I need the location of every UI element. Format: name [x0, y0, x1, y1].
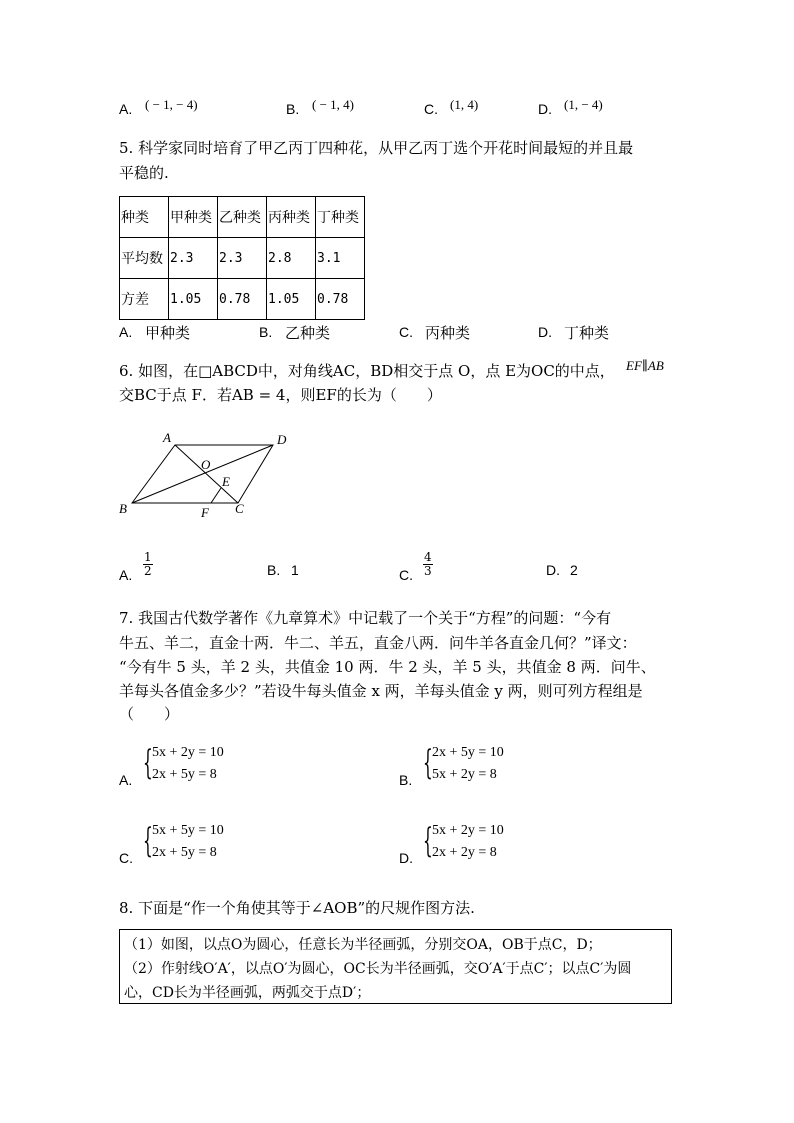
q5-table	[119, 196, 365, 320]
q6-option-b-letter: B.	[267, 562, 281, 578]
q6-option-a-fraction	[143, 551, 153, 578]
label-e: E	[222, 474, 230, 489]
table-header-cell: 乙种类	[218, 197, 267, 238]
parallelogram-figure	[115, 425, 300, 520]
label-b: B	[119, 501, 127, 516]
table-cell: 2.3	[169, 238, 218, 279]
q7-stem-line2: 牛五、羊二，直金十两．牛二、羊五，直金八两．问牛羊各直金几何？”译文：	[119, 634, 637, 652]
q5-option-b-letter: B.	[259, 324, 273, 340]
table-cell: 2.8	[267, 238, 316, 279]
fraction-numerator: 1	[144, 550, 152, 564]
table-cell: 2.3	[218, 238, 267, 279]
table-header-cell: 丙种类	[267, 197, 316, 238]
q4-option-c-value: (1, 4)	[450, 97, 479, 112]
q4-option-d-letter: D.	[538, 101, 552, 117]
q5-option-d-value: 丁种类	[564, 324, 610, 342]
q6-option-a-letter: A.	[119, 567, 133, 583]
table-row	[120, 279, 365, 320]
q5-option-d-letter: D.	[538, 324, 552, 340]
q5-stem-line1: 5. 科学家同时培育了甲乙丙丁四种花，从甲乙丙丁选个开花时间最短的并且最	[119, 139, 634, 157]
table-row	[120, 238, 365, 279]
q5-stem-line2: 平稳的.	[119, 164, 169, 182]
q8-step2: （2）作射线O′A′，以点O′为圆心，OC长为半径画弧，交O′A′于点C′；以点C′为圆	[124, 961, 632, 977]
q7-option-b-eq2: 5x + 2y = 8	[432, 767, 497, 782]
q7-option-b-eq1: 2x + 5y = 10	[432, 745, 504, 760]
q5-option-a-value: 甲种类	[145, 324, 191, 342]
q5-option-a-letter: A.	[119, 324, 133, 340]
table-header-cell: 种类	[120, 197, 169, 238]
q7-option-d-eq1: 5x + 2y = 10	[432, 823, 504, 838]
q7-stem-line5: （ ）	[119, 705, 180, 723]
left-brace-icon: {	[422, 743, 433, 783]
q7-option-c-eq2: 2x + 5y = 8	[152, 845, 217, 860]
fraction-denominator: 2	[144, 564, 152, 578]
left-brace-icon: {	[142, 743, 153, 783]
q8-step1: （1）如图，以点O为圆心，任意长为半径画弧，分别交OA，OB于点C，D；	[124, 937, 602, 953]
q8-stem: 8. 下面是“作一个角使其等于∠AOB”的尺规作图方法.	[119, 899, 475, 917]
q6-stem-line1-tail: EF∥AB	[626, 358, 664, 373]
q5-option-c-letter: C.	[399, 324, 413, 340]
q6-option-c-fraction	[423, 551, 433, 578]
q8-steps-box	[119, 929, 672, 1004]
q7-option-a-eq2: 2x + 5y = 8	[152, 767, 217, 782]
q6-stem-line1: 6. 如图，在□ABCD中，对角线AC，BD相交于点 O，点 E为OC的中点，	[119, 362, 615, 380]
left-brace-icon: {	[422, 821, 433, 861]
q6-option-b-value: 1	[291, 562, 299, 578]
table-cell: 1.05	[267, 279, 316, 320]
q7-option-a-eq1: 5x + 2y = 10	[152, 745, 224, 760]
table-cell: 方差	[120, 279, 169, 320]
q6-option-d-value: 2	[570, 562, 578, 578]
q6-option-d-letter: D.	[546, 562, 560, 578]
label-d: D	[277, 432, 287, 447]
q4-option-b-value: ( − 1, 4)	[312, 97, 354, 112]
q7-stem-line3: “今有牛 5 头，羊 2 头，共值金 10 两．牛 2 头，羊 5 头，共值金 8 两．问牛、	[119, 658, 656, 676]
table-cell: 1.05	[169, 279, 218, 320]
q7-stem-line1: 7. 我国古代数学著作《九章算术》中记载了一个关于“方程”的问题：“今有	[119, 609, 612, 627]
table-cell: 0.78	[316, 279, 365, 320]
q7-option-c-eq1: 5x + 5y = 10	[152, 823, 224, 838]
q6-option-c-letter: C.	[399, 567, 413, 583]
q4-option-c-letter: C.	[424, 101, 438, 117]
q8-step2-cont: 心，CD长为半径画弧，两弧交于点D′；	[124, 985, 371, 1001]
q4-option-a-value: ( − 1, − 4)	[145, 97, 198, 112]
table-cell: 0.78	[218, 279, 267, 320]
q4-option-b-letter: B.	[286, 101, 300, 117]
table-header-cell: 甲种类	[169, 197, 218, 238]
table-cell: 3.1	[316, 238, 365, 279]
fraction-denominator: 3	[424, 564, 432, 578]
table-header-row	[120, 197, 365, 238]
q5-option-b-value: 乙种类	[285, 324, 331, 342]
q6-stem-line2: 交BC于点 F．若AB = 4，则EF的长为（ ）	[119, 386, 442, 404]
fraction-numerator: 4	[424, 550, 432, 564]
table-header-cell: 丁种类	[316, 197, 365, 238]
label-a: A	[163, 430, 171, 445]
table-cell: 平均数	[120, 238, 169, 279]
segment-ef	[211, 488, 221, 503]
label-f: F	[201, 505, 209, 520]
q4-option-d-value: (1, − 4)	[564, 97, 603, 112]
q4-option-a-letter: A.	[119, 101, 133, 117]
q7-stem-line4: 羊每头各值金多少？”若设牛每头值金 x 两，羊每头值金 y 两，则可列方程组是	[119, 682, 643, 700]
q7-option-b-letter: B.	[399, 772, 413, 788]
q7-option-a-letter: A.	[119, 772, 133, 788]
left-brace-icon: {	[142, 821, 153, 861]
label-c: C	[235, 501, 244, 516]
label-o: O	[201, 457, 211, 472]
q7-option-c-letter: C.	[119, 850, 133, 866]
q7-option-d-letter: D.	[399, 850, 413, 866]
q7-option-d-eq2: 2x + 2y = 8	[432, 845, 497, 860]
q5-option-c-value: 丙种类	[425, 324, 471, 342]
